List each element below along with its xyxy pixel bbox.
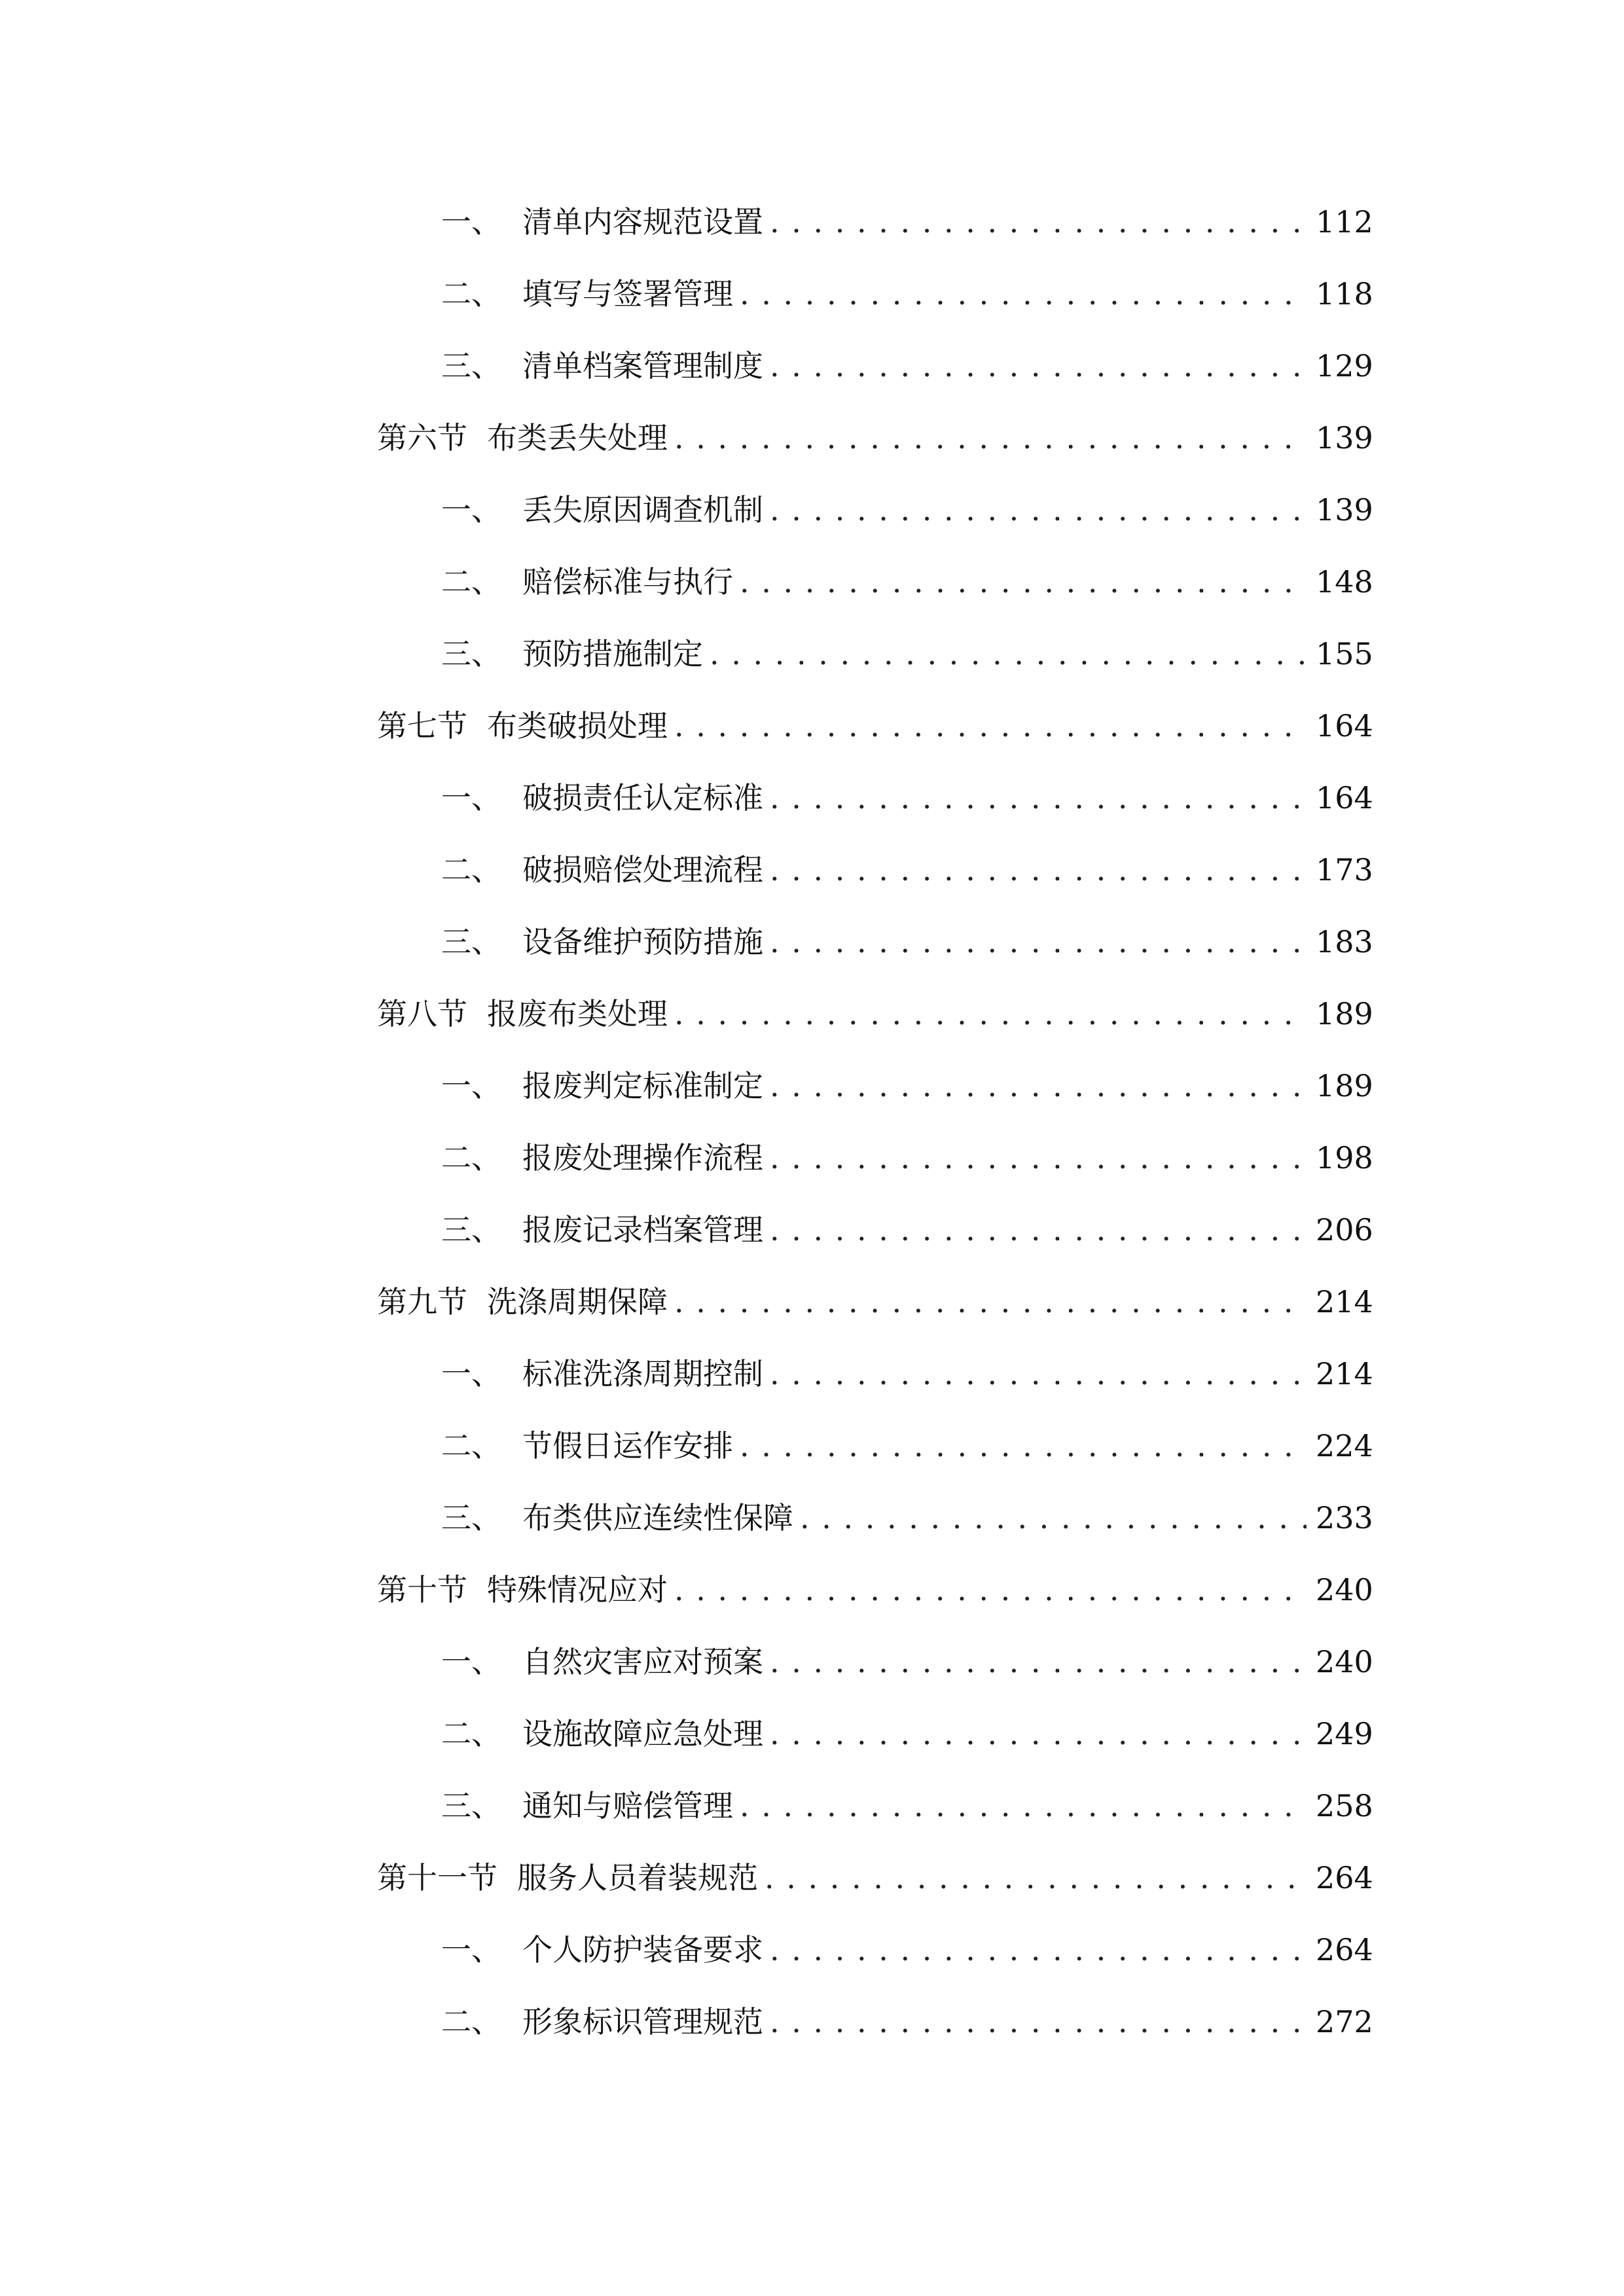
- toc-entry-page: 198: [1316, 1140, 1373, 1175]
- toc-section-title: 布类破损处理: [487, 708, 668, 744]
- toc-section-page: 189: [1316, 996, 1373, 1031]
- toc-section-title: 报废布类处理: [487, 996, 668, 1031]
- toc-entry-title: 赔偿标准与执行: [522, 564, 733, 600]
- dot-leader: [770, 1194, 1307, 1266]
- toc-entry-title: 丢失原因调查机制: [522, 492, 763, 528]
- toc-entry-title: 报废处理操作流程: [522, 1140, 763, 1175]
- toc-entry-page: 148: [1316, 564, 1373, 600]
- toc-entry-title: 自然灾害应对预案: [522, 1644, 763, 1679]
- toc-section-page: 164: [1316, 708, 1373, 744]
- toc-section-page: 139: [1316, 420, 1373, 456]
- toc-entry[interactable]: [377, 1986, 1373, 2058]
- toc-entry[interactable]: [377, 330, 1373, 402]
- toc-entry[interactable]: [377, 1482, 1373, 1554]
- toc-entry[interactable]: [377, 1770, 1373, 1842]
- toc-section-number: 第十一节: [377, 1860, 497, 1895]
- toc-entry-page: 118: [1316, 276, 1373, 312]
- toc-entry-page: 112: [1316, 204, 1373, 240]
- dot-leader: [740, 546, 1307, 618]
- toc-entry-number: 二、: [441, 564, 501, 600]
- toc-entry-number: 三、: [441, 348, 501, 384]
- toc-section-number: 第八节: [377, 996, 467, 1031]
- toc-entry-page: 233: [1316, 1500, 1373, 1535]
- dot-leader: [674, 1266, 1307, 1338]
- toc-entry[interactable]: [377, 258, 1373, 330]
- toc-entry[interactable]: [377, 1914, 1373, 1986]
- toc-entry-page: 183: [1316, 924, 1373, 960]
- toc-entry-page: 264: [1316, 1932, 1373, 1967]
- dot-leader: [770, 1122, 1307, 1194]
- toc-entry-page: 206: [1316, 1212, 1373, 1247]
- toc-entry-title: 通知与赔偿管理: [522, 1788, 733, 1823]
- toc-entry-title: 个人防护装备要求: [522, 1932, 763, 1967]
- toc-entry[interactable]: [377, 906, 1373, 978]
- toc-section-title: 洗涤周期保障: [487, 1284, 668, 1319]
- toc-entry[interactable]: [377, 474, 1373, 546]
- toc-entry-page: 258: [1316, 1788, 1373, 1823]
- dot-leader: [740, 1770, 1307, 1842]
- toc-entry-title: 标准洗涤周期控制: [522, 1356, 763, 1391]
- toc-entry[interactable]: [377, 762, 1373, 834]
- dot-leader: [770, 1050, 1307, 1122]
- dot-leader: [770, 1698, 1307, 1770]
- toc-section-number: 第六节: [377, 420, 467, 456]
- toc-section-title: 特殊情况应对: [487, 1572, 668, 1607]
- toc-entry-number: 二、: [441, 1140, 501, 1175]
- toc-entry[interactable]: [377, 1338, 1373, 1410]
- toc-entry-page: 139: [1316, 492, 1373, 528]
- dot-leader: [770, 1338, 1307, 1410]
- dot-leader: [770, 474, 1307, 546]
- toc-entry[interactable]: [377, 1194, 1373, 1266]
- toc-entry-number: 二、: [441, 1716, 501, 1751]
- toc-entry[interactable]: [377, 1410, 1373, 1482]
- dot-leader: [770, 906, 1307, 978]
- toc-entry-page: 224: [1316, 1428, 1373, 1463]
- toc-entry-title: 布类供应连续性保障: [522, 1500, 793, 1535]
- toc-entry-number: 二、: [441, 276, 501, 312]
- toc-entry-title: 破损责任认定标准: [522, 780, 763, 816]
- toc-entry-title: 报废判定标准制定: [522, 1068, 763, 1103]
- toc-entry[interactable]: [377, 1050, 1373, 1122]
- toc-section-title: 服务人员着装规范: [517, 1860, 758, 1895]
- toc-section-page: 240: [1316, 1572, 1373, 1607]
- toc-entry-title: 预防措施制定: [522, 636, 703, 672]
- toc-entry-page: 189: [1316, 1068, 1373, 1103]
- toc-entry-page: 155: [1316, 636, 1373, 672]
- toc-section[interactable]: [377, 690, 1373, 762]
- toc-entry-number: 三、: [441, 636, 501, 672]
- toc-entry-number: 三、: [441, 924, 501, 960]
- toc-entry-title: 填写与签署管理: [522, 276, 733, 312]
- toc-entry-title: 设施故障应急处理: [522, 1716, 763, 1751]
- toc-section-number: 第十节: [377, 1572, 467, 1607]
- dot-leader: [770, 834, 1307, 906]
- table-of-contents: [377, 186, 1373, 2058]
- toc-section[interactable]: [377, 1266, 1373, 1338]
- toc-entry-title: 破损赔偿处理流程: [522, 852, 763, 888]
- dot-leader: [710, 618, 1307, 690]
- toc-section-title: 布类丢失处理: [487, 420, 668, 456]
- toc-entry-title: 清单档案管理制度: [522, 348, 763, 384]
- toc-entry-number: 二、: [441, 852, 501, 888]
- toc-entry-number: 二、: [441, 1428, 501, 1463]
- toc-entry[interactable]: [377, 834, 1373, 906]
- toc-entry[interactable]: [377, 1626, 1373, 1698]
- toc-entry-page: 272: [1316, 2004, 1373, 2039]
- dot-leader: [770, 762, 1307, 834]
- toc-entry-number: 二、: [441, 2004, 501, 2039]
- toc-section[interactable]: [377, 1554, 1373, 1626]
- toc-entry-page: 214: [1316, 1356, 1373, 1391]
- toc-entry-title: 节假日运作安排: [522, 1428, 733, 1463]
- toc-entry[interactable]: [377, 186, 1373, 258]
- toc-entry-number: 一、: [441, 1068, 501, 1103]
- dot-leader: [740, 1410, 1307, 1482]
- toc-entry-number: 三、: [441, 1500, 501, 1535]
- toc-entry[interactable]: [377, 618, 1373, 690]
- toc-entry-number: 一、: [441, 492, 501, 528]
- dot-leader: [740, 258, 1307, 330]
- dot-leader: [674, 402, 1307, 474]
- toc-entry[interactable]: [377, 546, 1373, 618]
- toc-section-page: 214: [1316, 1284, 1373, 1319]
- toc-section[interactable]: [377, 1842, 1373, 1914]
- toc-entry-title: 清单内容规范设置: [522, 204, 763, 240]
- dot-leader: [770, 1914, 1307, 1986]
- dot-leader: [765, 1842, 1307, 1914]
- toc-entry[interactable]: [377, 1122, 1373, 1194]
- toc-entry[interactable]: [377, 1698, 1373, 1770]
- toc-entry-page: 249: [1316, 1716, 1373, 1751]
- toc-section-number: 第九节: [377, 1284, 467, 1319]
- dot-leader: [800, 1482, 1307, 1554]
- toc-entry-page: 164: [1316, 780, 1373, 816]
- toc-entry-number: 一、: [441, 204, 501, 240]
- toc-section-number: 第七节: [377, 708, 467, 744]
- toc-entry-number: 三、: [441, 1212, 501, 1247]
- dot-leader: [674, 978, 1307, 1050]
- toc-entry-number: 一、: [441, 1644, 501, 1679]
- toc-entry-number: 一、: [441, 780, 501, 816]
- toc-entry-title: 设备维护预防措施: [522, 924, 763, 960]
- toc-entry-number: 一、: [441, 1356, 501, 1391]
- dot-leader: [770, 186, 1307, 258]
- toc-section[interactable]: [377, 402, 1373, 474]
- dot-leader: [770, 330, 1307, 402]
- toc-entry-title: 形象标识管理规范: [522, 2004, 763, 2039]
- dot-leader: [674, 690, 1307, 762]
- dot-leader: [770, 1986, 1307, 2058]
- dot-leader: [674, 1554, 1307, 1626]
- toc-section-page: 264: [1316, 1860, 1373, 1895]
- toc-entry-number: 三、: [441, 1788, 501, 1823]
- toc-entry-page: 129: [1316, 348, 1373, 384]
- dot-leader: [770, 1626, 1307, 1698]
- toc-entry-page: 240: [1316, 1644, 1373, 1679]
- toc-entry-page: 173: [1316, 852, 1373, 888]
- toc-entry-title: 报废记录档案管理: [522, 1212, 763, 1247]
- toc-entry-number: 一、: [441, 1932, 501, 1967]
- toc-section[interactable]: [377, 978, 1373, 1050]
